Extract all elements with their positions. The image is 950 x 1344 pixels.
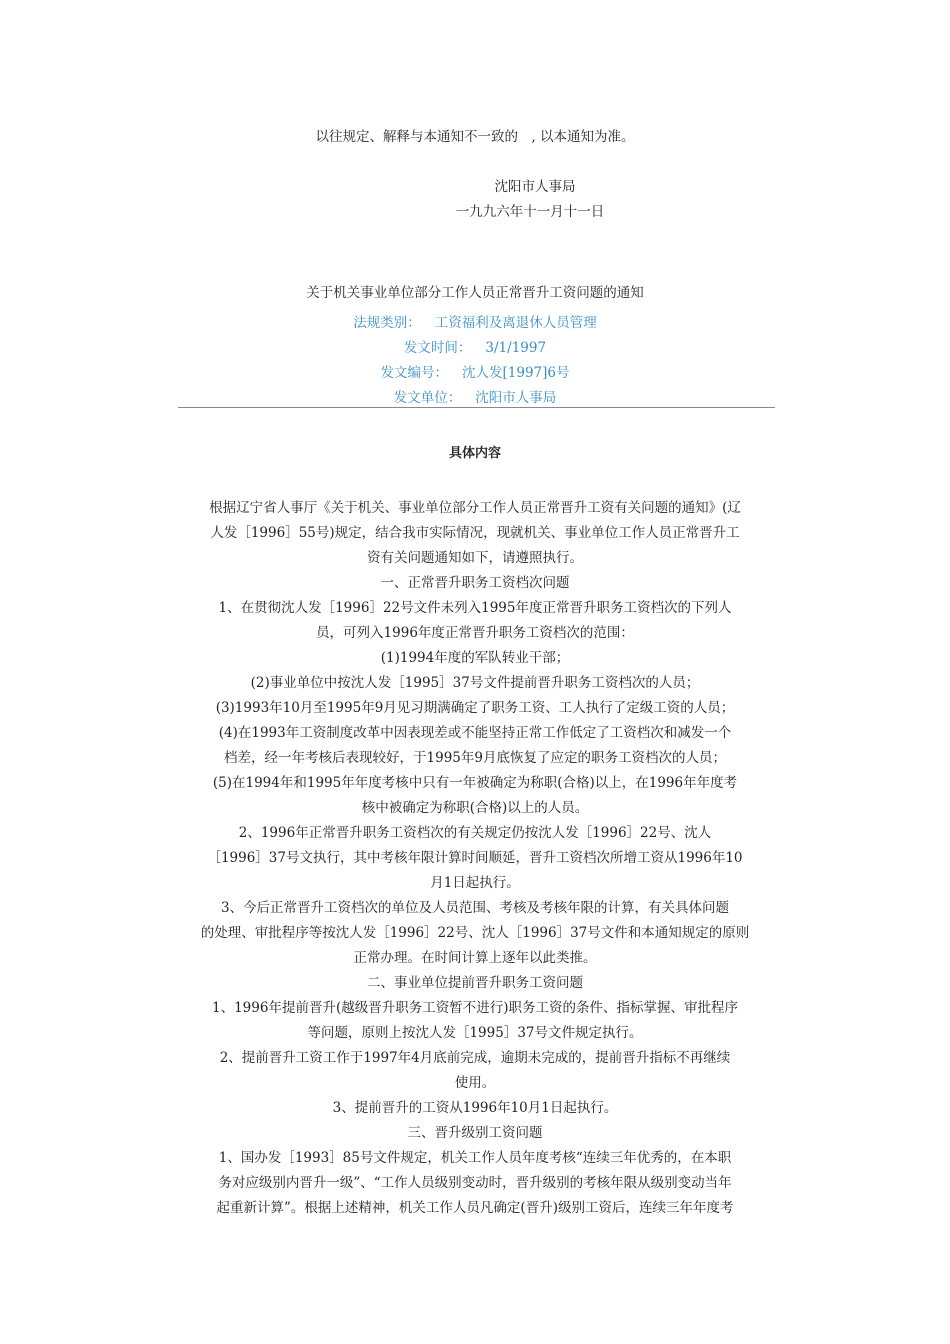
- body-line: 正常办理。在时间计算上逐年以此类推。: [353, 950, 597, 966]
- body-line: 员，可列入1996年度正常晋升职务工资档次的范围：: [316, 625, 634, 641]
- body-line: 2、1996年正常晋升职务工资档次的有关规定仍按沈人发［1996］22号、沈人: [238, 825, 712, 841]
- body-line: 务对应级别内晋升一级”、“工作人员级别变动时，晋升级别的考核年限从级别变动当年: [218, 1175, 732, 1191]
- body-line: 人发［1996］55号)规定，结合我市实际情况，现就机关、事业单位工作人员正常晋升工: [210, 525, 740, 541]
- body-line: 档差，经一年考核后表现较好，于1995年9月底恢复了应定的职务工资档次的人员；: [224, 750, 726, 766]
- top-note: 以往规定、解释与本通知不一致的 , 以本通知为准。: [315, 129, 635, 145]
- body-line: 2、提前晋升工资工作于1997年4月底前完成，逾期未完成的，提前晋升指标不再继续: [219, 1050, 731, 1066]
- content-heading: 具体内容: [448, 446, 501, 461]
- meta-value: 工资福利及离退休人员管理: [434, 315, 597, 331]
- body-line: 1、1996年提前晋升(越级晋升职务工资暂不进行)职务工资的条件、指标掌握、审批程序: [212, 1000, 738, 1016]
- body-line: 使用。: [454, 1075, 496, 1091]
- meta-issuer: [0, 388, 950, 408]
- body-line: 的处理、审批程序等按沈人发［1996］22号、沈人［1996］37号文件和本通知规定的原则: [200, 925, 750, 941]
- meta-value: 沈人发[1997]6号: [462, 365, 570, 381]
- meta-date: [0, 338, 950, 358]
- meta-category: [0, 313, 950, 333]
- meta-value: 3/1/1997: [485, 340, 547, 356]
- body-line: (1)1994年度的军队转业干部；: [380, 650, 570, 666]
- divider: [178, 407, 775, 408]
- signature-org: 沈阳市人事局: [494, 179, 576, 195]
- section-heading: 一、正常晋升职务工资档次问题: [380, 575, 570, 591]
- body-line: 资有关问题通知如下，请遵照执行。: [367, 550, 583, 566]
- body-line: (4)在1993年工资制度改革中因表现差或不能坚持正常工作低定了工资档次和减发一个: [218, 725, 732, 741]
- meta-value: 沈阳市人事局: [475, 390, 557, 406]
- body-line: 3、今后正常晋升工资档次的单位及人员范围、考核及考核年限的计算，有关具体问题: [220, 900, 730, 916]
- body-line: 1、在贯彻沈人发［1996］22号文件未列入1995年度正常晋升职务工资档次的下列人: [218, 600, 732, 616]
- body-line: 根据辽宁省人事厅《关于机关、事业单位部分工作人员正常晋升工资有关问题的通知》(辽: [209, 500, 741, 516]
- meta-number: [0, 363, 950, 383]
- body-line: (5)在1994年和1995年年度考核中只有一年被确定为称职(合格)以上，在1996年年度考: [212, 775, 738, 791]
- body-line: 3、提前晋升的工资从1996年10月1日起执行。: [332, 1100, 618, 1116]
- body-text: [190, 496, 760, 1221]
- body-line: 等问题，原则上按沈人发［1995］37号文件规定执行。: [307, 1025, 643, 1041]
- body-line: (3)1993年10月至1995年9月见习期满确定了职务工资、工人执行了定级工资的人员；: [215, 700, 735, 716]
- meta-label: 法规类别：: [353, 315, 421, 331]
- body-line: 核中被确定为称职(合格)以上的人员。: [361, 800, 589, 816]
- body-line: (2)事业单位中按沈人发［1995］37号文件提前晋升职务工资档次的人员；: [250, 675, 700, 691]
- meta-label: 发文时间：: [403, 340, 472, 356]
- body-line: 月1日起执行。: [430, 875, 520, 891]
- section-heading: 三、晋升级别工资问题: [407, 1125, 543, 1141]
- body-line: 1、国办发［1993］85号文件规定，机关工作人员年度考核“连续三年优秀的，在本职: [218, 1150, 732, 1166]
- section-heading: 二、事业单位提前晋升职务工资问题: [367, 975, 583, 991]
- meta-label: 发文编号：: [380, 365, 448, 381]
- body-line: ［1996］37号文执行，其中考核年限计算时间顺延，晋升工资档次所增工资从1996年10: [207, 850, 743, 866]
- document-title: 关于机关事业单位部分工作人员正常晋升工资问题的通知: [306, 285, 644, 301]
- signature-date: 一九九六年十一月十一日: [455, 204, 605, 220]
- meta-label: 发文单位：: [393, 390, 462, 406]
- body-line: 起重新计算”。根据上述精神，机关工作人员凡确定(晋升)级别工资后，连续三年年度考: [216, 1200, 734, 1216]
